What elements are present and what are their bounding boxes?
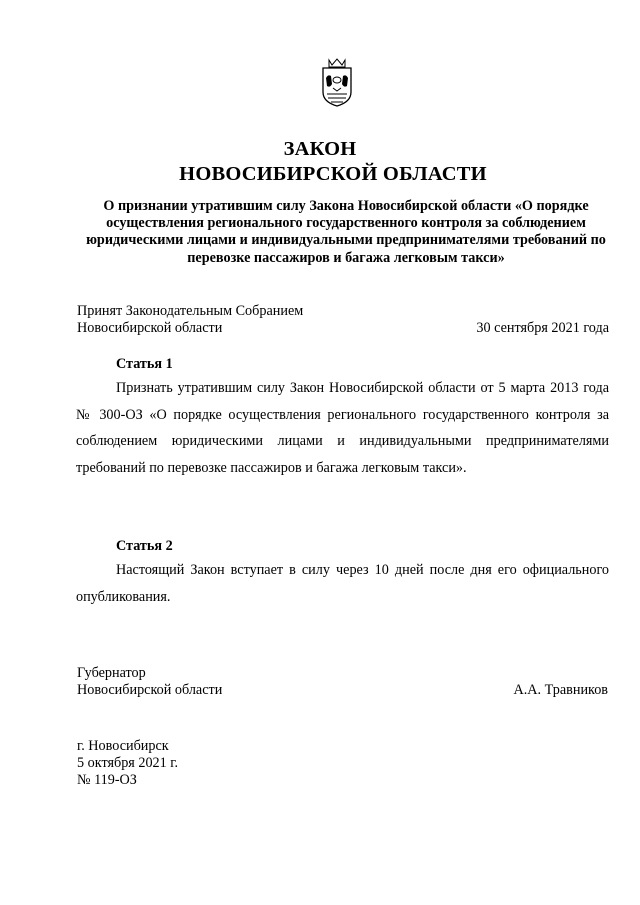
coat-of-arms-icon xyxy=(317,58,357,110)
footer-law-number: № 119-ОЗ xyxy=(77,772,137,788)
law-subject: О признании утратившим силу Закона Новосибирской области «О порядке осуществления регионального государственного контроля за соблюдением юридическими лицами и индивидуальными предпринимателями требований по перевозке пассажиров и багажа легковым такси» xyxy=(86,198,606,266)
governor-title-line2: Новосибирской области xyxy=(77,682,223,698)
footer-city: г. Новосибирск xyxy=(77,738,169,754)
law-title: ЗАКОН xyxy=(283,138,357,160)
governor-name: А.А. Травников xyxy=(513,682,608,698)
governor-title-line1: Губернатор xyxy=(77,665,146,681)
article-1-text: Признать утратившим силу Закон Новосибирской области от 5 марта 2013 года № 300-ОЗ «О порядке осуществления регионального государственного контроля за соблюдением юридическими лицами и индивидуальными предпринимателями требований по перевозке пассажиров и багажа легковым такси». xyxy=(76,380,609,476)
article-1-heading: Статья 1 xyxy=(116,356,173,372)
adoption-date: 30 сентября 2021 года xyxy=(476,320,609,336)
law-title-region: НОВОСИБИРСКОЙ ОБЛАСТИ xyxy=(179,163,487,185)
adoption-body-line2: Новосибирской области xyxy=(77,320,223,336)
footer-date: 5 октября 2021 г. xyxy=(77,755,179,771)
article-2-heading: Статья 2 xyxy=(116,538,173,554)
adoption-body-line1: Принят Законодательным Собранием xyxy=(77,303,304,319)
article-2-text: Настоящий Закон вступает в силу через 10 дней после дня его официального опубликования. xyxy=(76,562,609,605)
